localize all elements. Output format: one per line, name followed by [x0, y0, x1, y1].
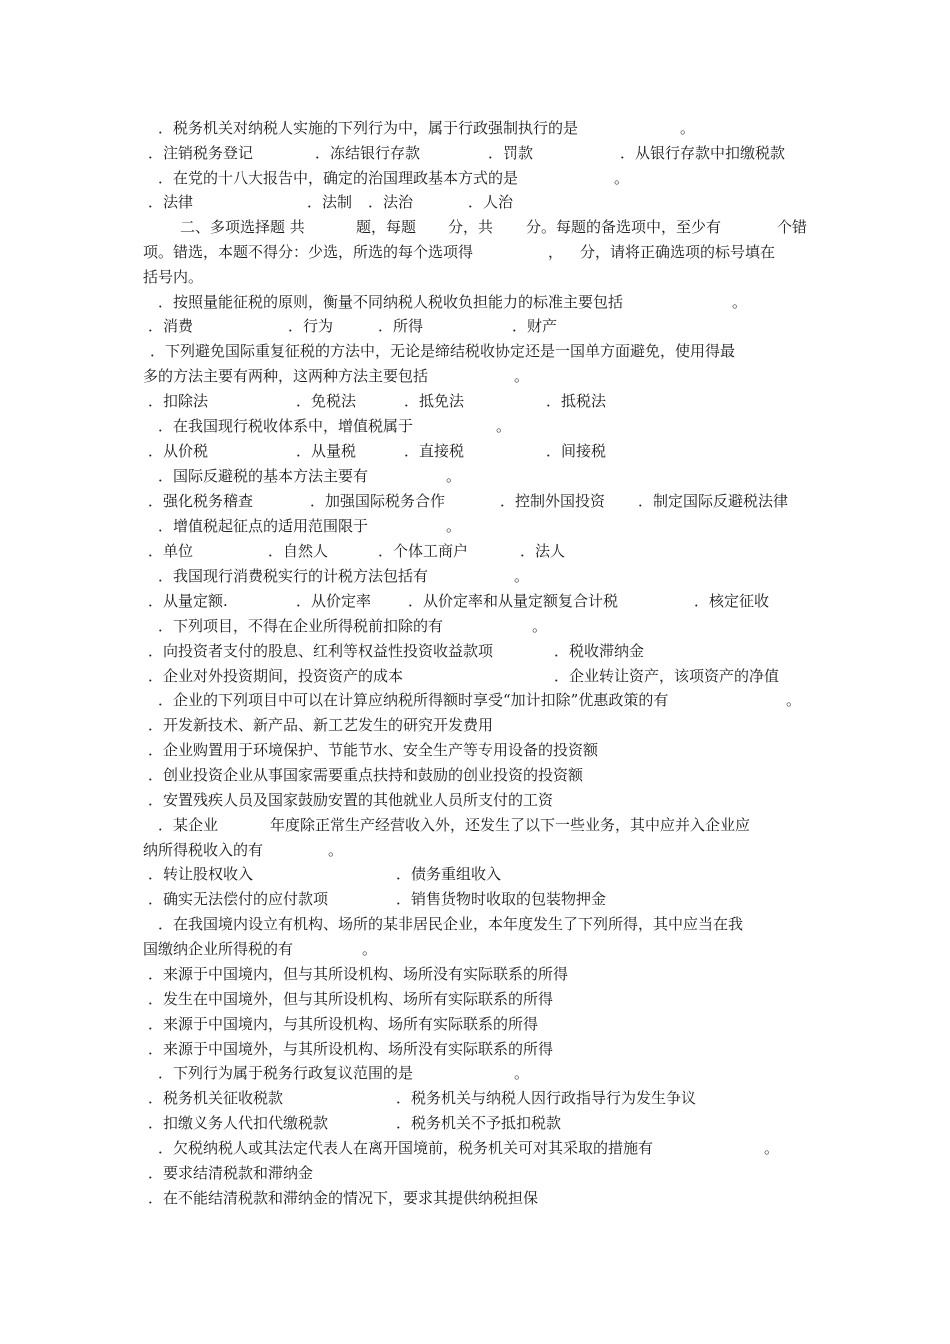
option-a: ．扣除法: [148, 392, 209, 410]
option-d: ．税务机关不予抵扣税款: [396, 1114, 562, 1132]
option-c: ．所得: [378, 317, 424, 335]
question-text: 国缴纳企业所得税的有: [143, 940, 294, 958]
option-c: ．个体工商户: [378, 542, 469, 560]
option-d: ．法人: [520, 542, 566, 560]
option-b: ．加强国际税务合作: [310, 492, 446, 510]
answer-blank-end: 。: [614, 169, 630, 187]
answer-blank-end: 。: [496, 417, 512, 435]
answer-blank-end: 。: [786, 691, 802, 709]
option-b: ．从量税: [296, 442, 357, 460]
option-b: ．行为: [288, 317, 334, 335]
answer-blank-end: 。: [362, 940, 378, 958]
option-d: ．销售货物时收取的包装物押金: [396, 890, 607, 908]
section-text: 括号内。: [143, 268, 204, 286]
section-text: 二、多项选择题 共: [180, 218, 305, 236]
option-c: ．企业对外投资期间，投资资产的成本: [148, 667, 404, 685]
question-text: ．下列行为属于税务行政复议范围的是: [158, 1064, 414, 1082]
option-d: ．安置残疾人员及国家鼓励安置的其他就业人员所支付的工资: [148, 791, 554, 809]
question-text: ．在党的十八大报告中，确定的治国理政基本方式的是: [158, 169, 519, 187]
question-text: ．在我国现行税收体系中，增值税属于: [158, 417, 414, 435]
answer-blank-end: 。: [680, 119, 696, 137]
option-b: ．税收滞纳金: [554, 642, 645, 660]
answer-blank-end: 。: [532, 617, 548, 635]
question-text: ．某企业: [158, 816, 219, 834]
answer-blank-end: 。: [514, 1064, 530, 1082]
option-b: ．在不能结清税款和滞纳金的情况下，要求其提供纳税担保: [148, 1189, 539, 1207]
section-text: 个错: [777, 218, 808, 236]
option-d: ．来源于中国境外，与其所设机构、场所没有实际联系的所得: [148, 1040, 554, 1058]
answer-blank-end: 。: [446, 517, 462, 535]
question-text: ．税务机关对纳税人实施的下列行为中，属于行政强制执行的是: [158, 119, 579, 137]
section-text: 项。错选，本题不得分：少选，所选的每个选项得: [143, 243, 474, 261]
option-d: ．人治: [468, 193, 514, 211]
question-text: ．下列项目，不得在企业所得税前扣除的有: [158, 617, 444, 635]
option-b: ．发生在中国境外，但与其所设机构、场所有实际联系的所得: [148, 990, 554, 1008]
option-b: ．自然人: [268, 542, 329, 560]
option-a: ．来源于中国境内，但与其所设机构、场所没有实际联系的所得: [148, 965, 569, 983]
option-d: ．核定征收: [694, 592, 770, 610]
section-text: 分，共: [448, 218, 494, 236]
answer-blank-end: 。: [514, 567, 530, 585]
option-a: ．要求结清税款和滞纳金: [148, 1164, 314, 1182]
question-text: ．按照量能征税的原则，衡量不同纳税人税收负担能力的标准主要包括: [158, 293, 624, 311]
option-a: ．税务机关征收税款: [148, 1089, 284, 1107]
question-text: ．欠税纳税人或其法定代表人在离开国境前，税务机关可对其采取的措施有: [158, 1139, 654, 1157]
answer-blank-end: 。: [328, 841, 344, 859]
option-a: ．单位: [148, 542, 194, 560]
option-c: ．创业投资企业从事国家需要重点扶持和鼓励的创业投资的投资额: [148, 766, 584, 784]
option-b: ．税务机关与纳税人因行政指导行为发生争议: [396, 1089, 697, 1107]
option-d: ．财产: [512, 317, 558, 335]
option-b: ．债务重组收入: [396, 865, 502, 883]
section-text: ，: [548, 243, 564, 261]
option-c: ．扣缴义务人代扣代缴税款: [148, 1114, 329, 1132]
question-text: 年度除正常生产经营收入外，还发生了以下一些业务，其中应并入企业应: [270, 816, 751, 834]
answer-blank-end: 。: [732, 293, 748, 311]
option-c: ．抵免法: [404, 392, 465, 410]
option-a: ．向投资者支付的股息、红利等权益性投资收益款项: [148, 642, 494, 660]
option-c: ．控制外国投资: [500, 492, 606, 510]
option-c: ．确实无法偿付的应付款项: [148, 890, 329, 908]
section-text: 题，每题: [356, 218, 417, 236]
option-b: ．法制: [307, 193, 353, 211]
question-text: ．国际反避税的基本方法主要有: [158, 467, 369, 485]
option-a: ．注销税务登记: [148, 144, 254, 162]
section-text: 分，请将正确选项的标号填在: [580, 243, 776, 261]
option-a: ．消费: [148, 317, 194, 335]
option-b: ．冻结银行存款: [315, 144, 421, 162]
option-a: ．从量定额.: [148, 592, 228, 610]
answer-blank-end: 。: [514, 367, 530, 385]
option-c: ．法治: [368, 193, 414, 211]
option-b: ．企业购置用于环境保护、节能节水、安全生产等专用设备的投资额: [148, 741, 599, 759]
question-text: ．在我国境内设立有机构、场所的某非居民企业，本年度发生了下列所得，其中应当在我: [158, 915, 744, 933]
question-text: ．下列避免国际重复征税的方法中，无论是缔结税收协定还是一国单方面避免，使用得最: [150, 342, 736, 360]
option-a: ．转让股权收入: [148, 865, 254, 883]
answer-blank-end: 。: [446, 467, 462, 485]
option-c: ．罚款: [488, 144, 534, 162]
option-a: ．法律: [148, 193, 194, 211]
question-text: 多的方法主要有两种，这两种方法主要包括: [143, 367, 429, 385]
option-d: ．企业转让资产，该项资产的净值: [554, 667, 780, 685]
section-text: 分。每题的备选项中，至少有: [526, 218, 722, 236]
question-text: ．增值税起征点的适用范围限于: [158, 517, 369, 535]
option-a: ．开发新技术、新产品、新工艺发生的研究开发费用: [148, 716, 494, 734]
option-d: ．抵税法: [546, 392, 607, 410]
option-d: ．从银行存款中扣缴税款: [620, 144, 786, 162]
question-text: 纳所得税收入的有: [143, 841, 264, 859]
option-d: ．制定国际反避税法律: [638, 492, 789, 510]
option-a: ．强化税务稽查: [148, 492, 254, 510]
question-text: ．我国现行消费税实行的计税方法包括有: [158, 567, 429, 585]
option-c: ．从价定率和从量定额复合计税: [408, 592, 619, 610]
option-b: ．免税法: [296, 392, 357, 410]
question-text: ．企业的下列项目中可以在计算应纳税所得额时享受“加计扣除”优惠政策的有: [158, 691, 669, 709]
option-d: ．间接税: [546, 442, 607, 460]
option-b: ．从价定率: [296, 592, 372, 610]
option-c: ．来源于中国境内，与其所设机构、场所有实际联系的所得: [148, 1015, 539, 1033]
option-c: ．直接税: [404, 442, 465, 460]
answer-blank-end: 。: [764, 1139, 780, 1157]
option-a: ．从价税: [148, 442, 209, 460]
